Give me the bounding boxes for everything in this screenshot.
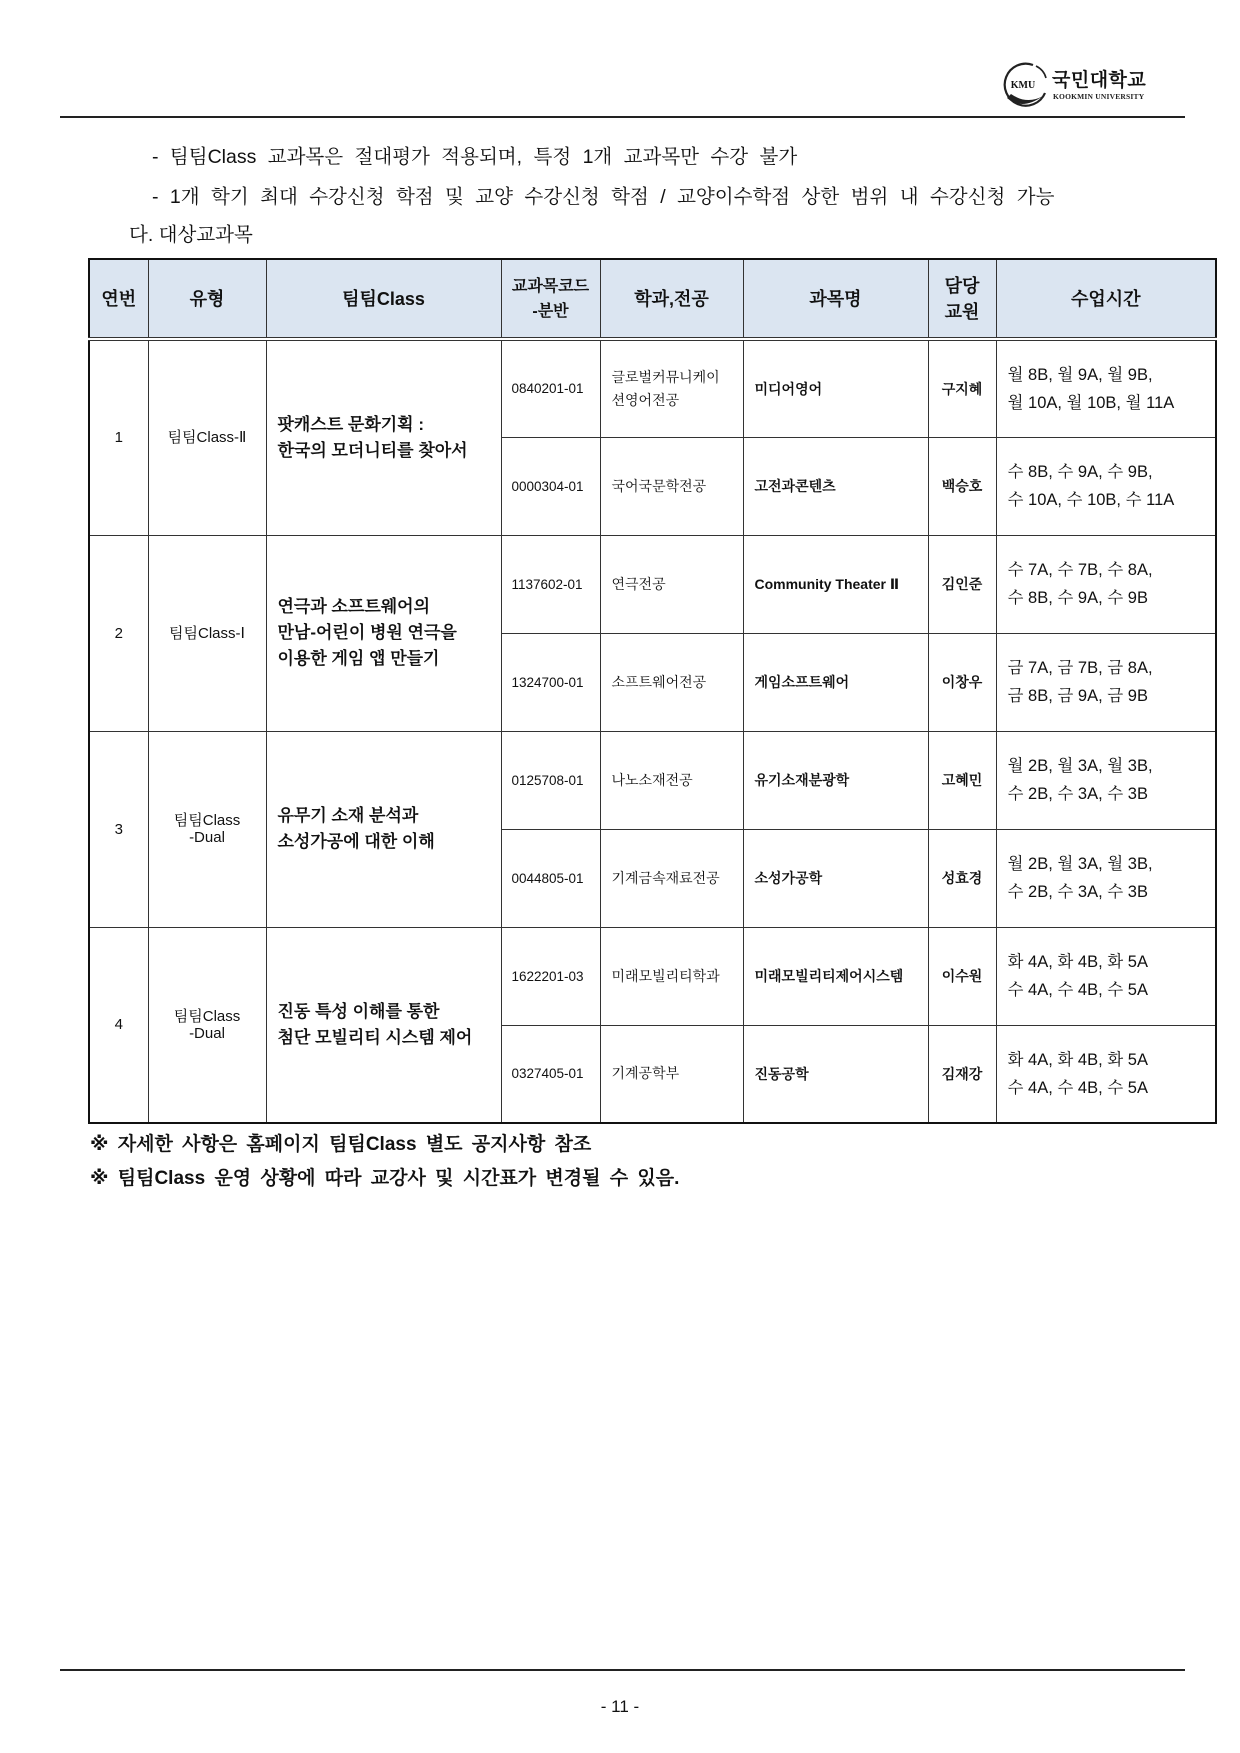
course-code: 0327405-01 <box>501 1025 600 1123</box>
bullet-item: - 팀팀Class 교과목은 절대평가 적용되며, 특정 1개 교과목만 수강 불가 <box>152 146 798 168</box>
class-time-line: 월 2B, 월 3A, 월 3B, <box>1007 757 1153 775</box>
class-time-line: 수 2B, 수 3A, 수 3B <box>1007 785 1148 803</box>
university-logo <box>1000 60 1156 112</box>
class-time-line: 수 8B, 수 9A, 수 9B, <box>1007 463 1153 481</box>
class-time-line: 화 4A, 화 4B, 화 5A <box>1007 953 1148 971</box>
professor: 구지혜 <box>928 339 996 437</box>
header-course-name <box>743 259 928 339</box>
professor: 성효경 <box>928 829 996 927</box>
logo-name: 국민대학교 <box>1052 70 1147 91</box>
class-title <box>266 535 501 731</box>
header-label: 유형 <box>189 288 225 309</box>
note-item: ※ 자세한 사항은 홈페이지 팀팀Class 별도 공지사항 참조 <box>90 1134 592 1155</box>
header-class-time <box>996 259 1216 339</box>
department <box>600 633 743 731</box>
class-time <box>996 829 1216 927</box>
class-title-line: 연극과 소프트웨어의 <box>277 597 431 616</box>
class-time-line: 화 4A, 화 4B, 화 5A <box>1007 1050 1148 1069</box>
department-line: 소프트웨어전공 <box>611 673 707 690</box>
header-professor <box>928 259 996 339</box>
department <box>600 829 743 927</box>
class-time-line: 월 2B, 월 3A, 월 3B, <box>1007 855 1153 873</box>
section-title: 다. 대상교과목 <box>129 224 253 246</box>
table-header-row <box>89 259 1216 339</box>
course-name: 미래모빌리티제어시스템 <box>743 927 928 1025</box>
professor: 이수원 <box>928 927 996 1025</box>
header-label: 교원 <box>944 301 980 322</box>
course-code: 0000304-01 <box>501 437 600 535</box>
class-type-line: -Dual <box>189 829 225 846</box>
department-line: 션영어전공 <box>611 391 680 408</box>
bullet-item: - 1개 학기 최대 수강신청 학점 및 교양 수강신청 학점 / 교양이수학점 상한 범위 내 수강신청 가능 <box>152 186 1055 208</box>
class-time-line: 수 4A, 수 4B, 수 5A <box>1007 981 1148 999</box>
course-name: 소성가공학 <box>743 829 928 927</box>
class-title-line: 첨단 모빌리티 시스템 제어 <box>277 1027 473 1047</box>
course-name: 미디어영어 <box>743 339 928 437</box>
header-label: 연번 <box>101 288 137 309</box>
course-code: 1324700-01 <box>501 633 600 731</box>
department <box>600 927 743 1025</box>
department-line: 글로벌커뮤니케이 <box>611 368 720 385</box>
class-title <box>266 339 501 535</box>
class-title-line: 진동 특성 이해를 통한 <box>277 1001 440 1021</box>
professor: 이창우 <box>928 633 996 731</box>
notes <box>90 1128 1190 1196</box>
class-time-line: 수 4A, 수 4B, 수 5A <box>1007 1078 1148 1097</box>
course-name: Community Theater Ⅱ <box>743 535 928 633</box>
header-department <box>600 259 743 339</box>
class-type-line: 팀팀Class <box>173 1007 241 1025</box>
class-time-line: 수 8B, 수 9A, 수 9B <box>1007 589 1148 607</box>
course-name: 유기소재분광학 <box>743 731 928 829</box>
department-line: 미래모빌리티학과 <box>611 967 720 984</box>
course-name: 고전과콘텐츠 <box>743 437 928 535</box>
header-label: 학과,전공 <box>634 288 709 309</box>
table-row <box>89 731 1216 829</box>
class-type-line: 팀팀Class-Ⅰ <box>169 624 245 642</box>
footer-divider <box>60 1669 1185 1671</box>
header-type <box>148 259 266 339</box>
class-type-line: 팀팀Class-Ⅱ <box>167 429 247 447</box>
class-time-line: 금 8B, 금 9A, 금 9B <box>1007 687 1148 705</box>
class-time <box>996 927 1216 1025</box>
note-item: ※ 팀팀Class 운영 상황에 따라 교강사 및 시간표가 변경될 수 있음. <box>90 1168 680 1189</box>
bullet-list <box>152 137 1152 217</box>
class-time-line: 수 2B, 수 3A, 수 3B <box>1007 883 1148 901</box>
course-code: 0044805-01 <box>501 829 600 927</box>
class-time <box>996 1025 1216 1123</box>
class-title-line: 유무기 소재 분석과 <box>277 806 419 825</box>
class-time-line: 월 10A, 월 10B, 월 11A <box>1007 393 1175 412</box>
class-title-line: 소성가공에 대한 이해 <box>277 832 435 851</box>
table-row <box>89 339 1216 437</box>
class-type-line: -Dual <box>189 1024 225 1042</box>
department-line: 기계공학부 <box>611 1065 680 1082</box>
class-time-line: 수 7A, 수 7B, 수 8A, <box>1007 561 1153 579</box>
course-code: 1622201-03 <box>501 927 600 1025</box>
professor: 김재강 <box>928 1025 996 1123</box>
header-course-code <box>501 259 600 339</box>
header-label: 과목명 <box>809 288 862 309</box>
class-time <box>996 339 1216 437</box>
class-time-line: 월 8B, 월 9A, 월 9B, <box>1007 365 1153 384</box>
course-code: 1137602-01 <box>501 535 600 633</box>
department-line: 나노소재전공 <box>611 771 693 788</box>
class-title-line: 만남-어린이 병원 연극을 <box>277 623 457 642</box>
course-name: 진동공학 <box>743 1025 928 1123</box>
department <box>600 437 743 535</box>
class-time <box>996 731 1216 829</box>
department <box>600 731 743 829</box>
header-label: 수업시간 <box>1070 288 1141 309</box>
course-code: 0125708-01 <box>501 731 600 829</box>
class-type <box>148 927 266 1123</box>
header-label: 담당 <box>944 275 980 296</box>
class-type <box>148 339 266 535</box>
row-number: 4 <box>89 927 148 1123</box>
header-label: 팀팀Class <box>342 288 425 309</box>
course-table <box>88 258 1217 1124</box>
class-time <box>996 633 1216 731</box>
row-number: 1 <box>89 339 148 535</box>
class-title <box>266 731 501 927</box>
class-time-line: 수 10A, 수 10B, 수 11A <box>1007 491 1175 509</box>
class-time <box>996 437 1216 535</box>
university-emblem-icon <box>1000 60 1050 110</box>
department-line: 국어국문학전공 <box>611 477 707 494</box>
class-type-line: 팀팀Class <box>173 812 241 829</box>
table-row <box>89 535 1216 633</box>
department <box>600 1025 743 1123</box>
header-number <box>89 259 148 339</box>
class-type <box>148 731 266 927</box>
class-time <box>996 535 1216 633</box>
class-title-line: 이용한 게임 앱 만들기 <box>277 649 440 668</box>
page-number: - 11 - <box>600 1697 640 1716</box>
table-row <box>89 927 1216 1025</box>
professor: 고혜민 <box>928 731 996 829</box>
course-name: 게임소프트웨어 <box>743 633 928 731</box>
class-type <box>148 535 266 731</box>
professor: 김인준 <box>928 535 996 633</box>
logo-abbr: KMU <box>1010 80 1036 91</box>
header-class <box>266 259 501 339</box>
row-number: 2 <box>89 535 148 731</box>
header-label: -분반 <box>532 302 569 320</box>
department <box>600 339 743 437</box>
logo-subtitle: KOOKMIN UNIVERSITY <box>1053 92 1145 101</box>
course-code: 0840201-01 <box>501 339 600 437</box>
department-line: 기계금속재료전공 <box>611 869 720 886</box>
professor: 백승호 <box>928 437 996 535</box>
class-title-line: 한국의 모더니티를 찾아서 <box>277 440 468 460</box>
row-number: 3 <box>89 731 148 927</box>
class-time-line: 금 7A, 금 7B, 금 8A, <box>1007 659 1153 677</box>
department-line: 연극전공 <box>611 575 666 592</box>
class-title-line: 팟캐스트 문화기획 : <box>277 414 424 434</box>
department <box>600 535 743 633</box>
class-title <box>266 927 501 1123</box>
header-divider <box>60 116 1185 118</box>
header-label: 교과목코드 <box>511 277 590 295</box>
